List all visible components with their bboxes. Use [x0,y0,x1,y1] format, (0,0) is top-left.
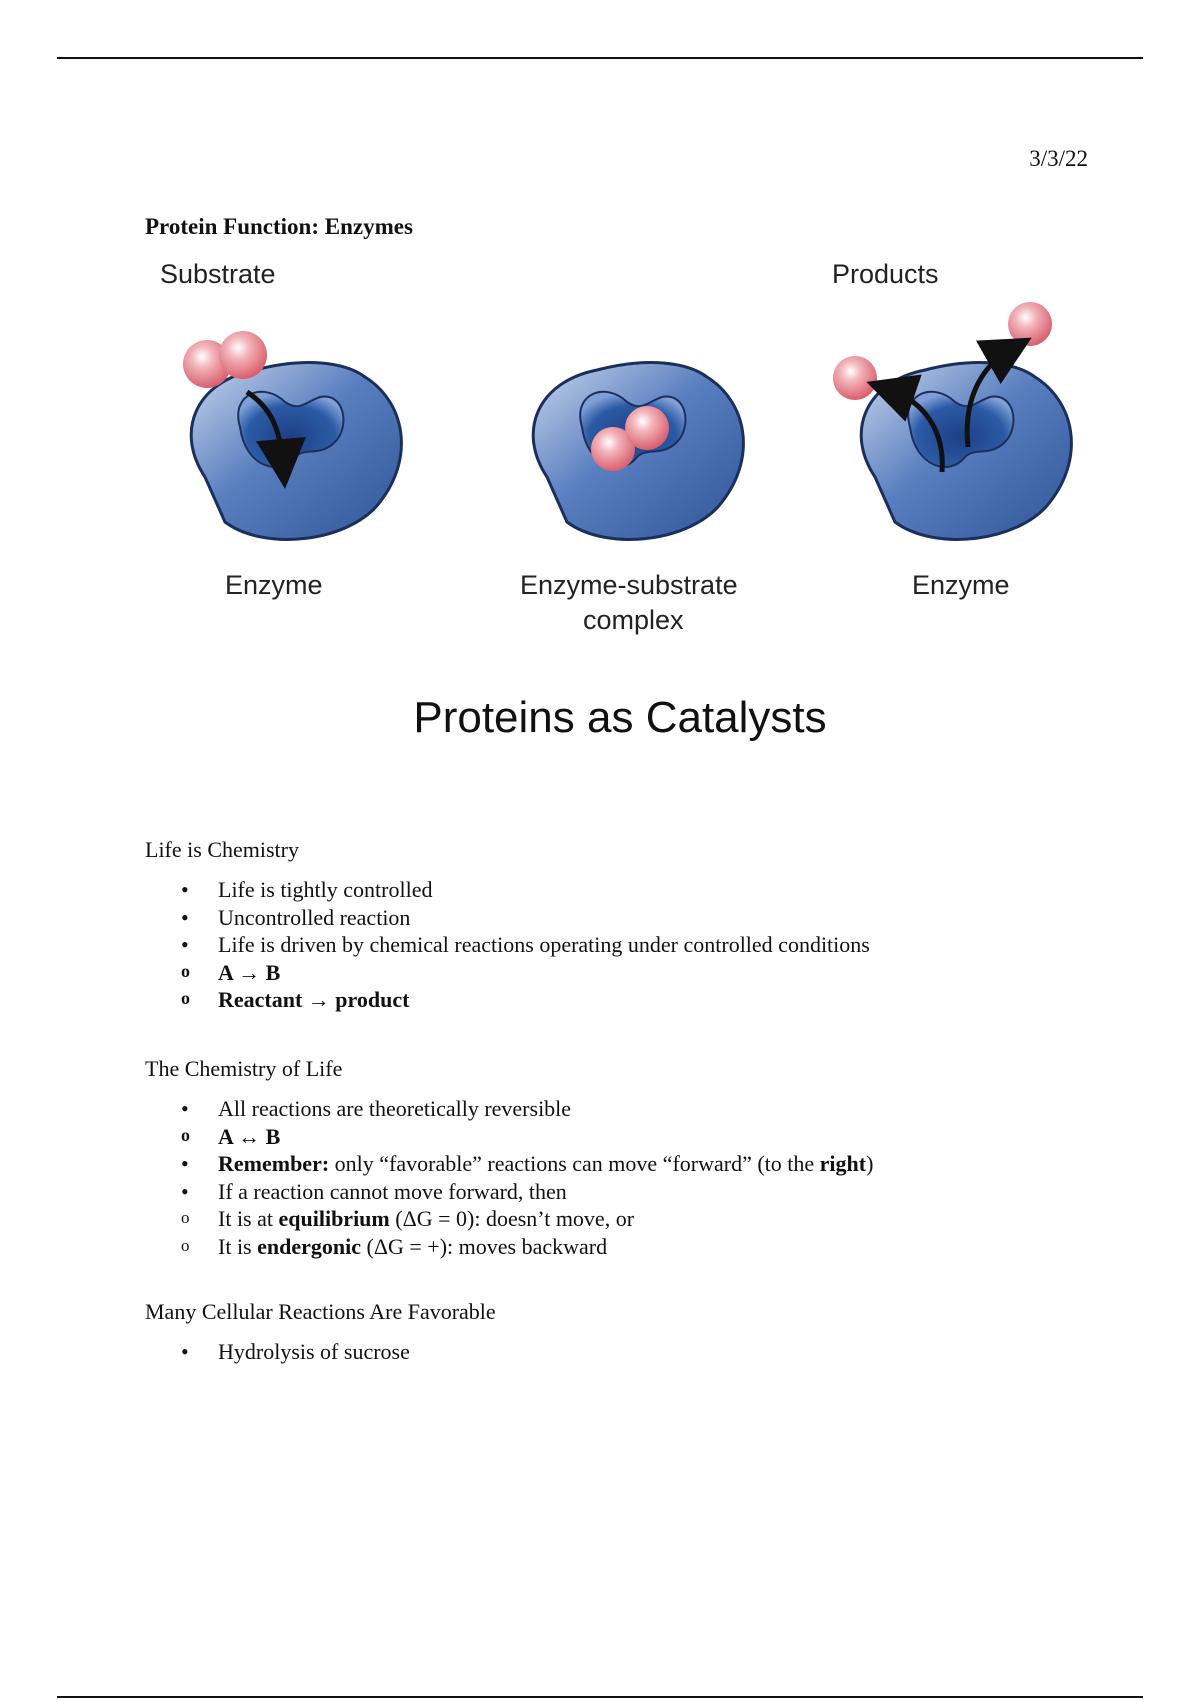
sub-list-item [145,986,1125,1014]
enzyme-figure [145,252,1075,797]
list-item-text: only “favorable” reactions can move “forward” (to the [329,1151,820,1176]
section-title: Life is Chemistry [145,837,299,862]
complex-label-line1: Enzyme-substrate [520,570,738,600]
sub-list [145,1123,1125,1151]
section-life-is-chemistry [145,836,1125,1014]
sub-list-item [145,959,1125,987]
list-item: • Life is tightly controlled [145,876,1125,904]
text: It is at [218,1206,279,1231]
list-item-text: Life is driven by chemical reactions operating under controlled conditions [218,932,870,957]
bullet-list [145,1338,1125,1366]
text: (ΔG = 0): doesn’t move, or [389,1206,635,1231]
list-item: • Hydrolysis of sucrose [145,1338,1125,1366]
list-item-text: ) [866,1151,874,1176]
products-label: Products [832,259,939,289]
text: (ΔG = +): moves backward [361,1233,608,1259]
list-item: • Uncontrolled reaction [145,904,1125,932]
section-favorable-reactions [145,1298,1125,1366]
top-rule [57,57,1143,59]
section-title: Many Cellular Reactions Are Favorable [145,1299,496,1324]
remember-label: Remember: [218,1151,330,1176]
list-item [145,1178,1125,1261]
enzyme-right-label: Enzyme [912,570,1010,600]
section-title: The Chemistry of Life [145,1056,343,1081]
list-item [145,1095,1125,1150]
bullet-list [145,876,1125,1014]
endergonic-term: endergonic [257,1233,362,1259]
list-item-text: If a reaction cannot move forward, then [218,1178,567,1204]
sub-list-item [145,1205,1125,1233]
list-item-text: All reactions are theoretically reversible [218,1096,572,1121]
bottom-rule [57,1696,1143,1698]
list-item [145,931,1125,1014]
bullet-list [145,1095,1125,1260]
figure-caption: Proteins as Catalysts [413,693,827,742]
complex-label-line2: complex [583,605,684,635]
sub-list [145,959,1125,1014]
equation-a-to-b: A → B [218,959,281,985]
enzyme-left-shape [191,363,401,540]
section-chemistry-of-life [145,1055,1125,1260]
equation-reactant-product: Reactant → product [218,987,410,1012]
equilibrium-term: equilibrium [278,1206,390,1231]
sub-list-item [145,1123,1125,1151]
right-emphasis: right [819,1151,867,1176]
substrate-label: Substrate [160,259,276,289]
enzyme-left-label: Enzyme [225,570,323,600]
list-item [145,1150,1125,1178]
page-date: 3/3/22 [1029,146,1088,171]
enzyme-middle-shape [533,363,743,540]
sub-list-item [145,1233,1125,1261]
equation-reversible: A ↔ B [218,1123,281,1149]
text: It is [218,1233,258,1259]
enzyme-diagram [145,252,1075,797]
sub-list [145,1205,1125,1260]
page-heading: Protein Function: Enzymes [145,214,413,239]
